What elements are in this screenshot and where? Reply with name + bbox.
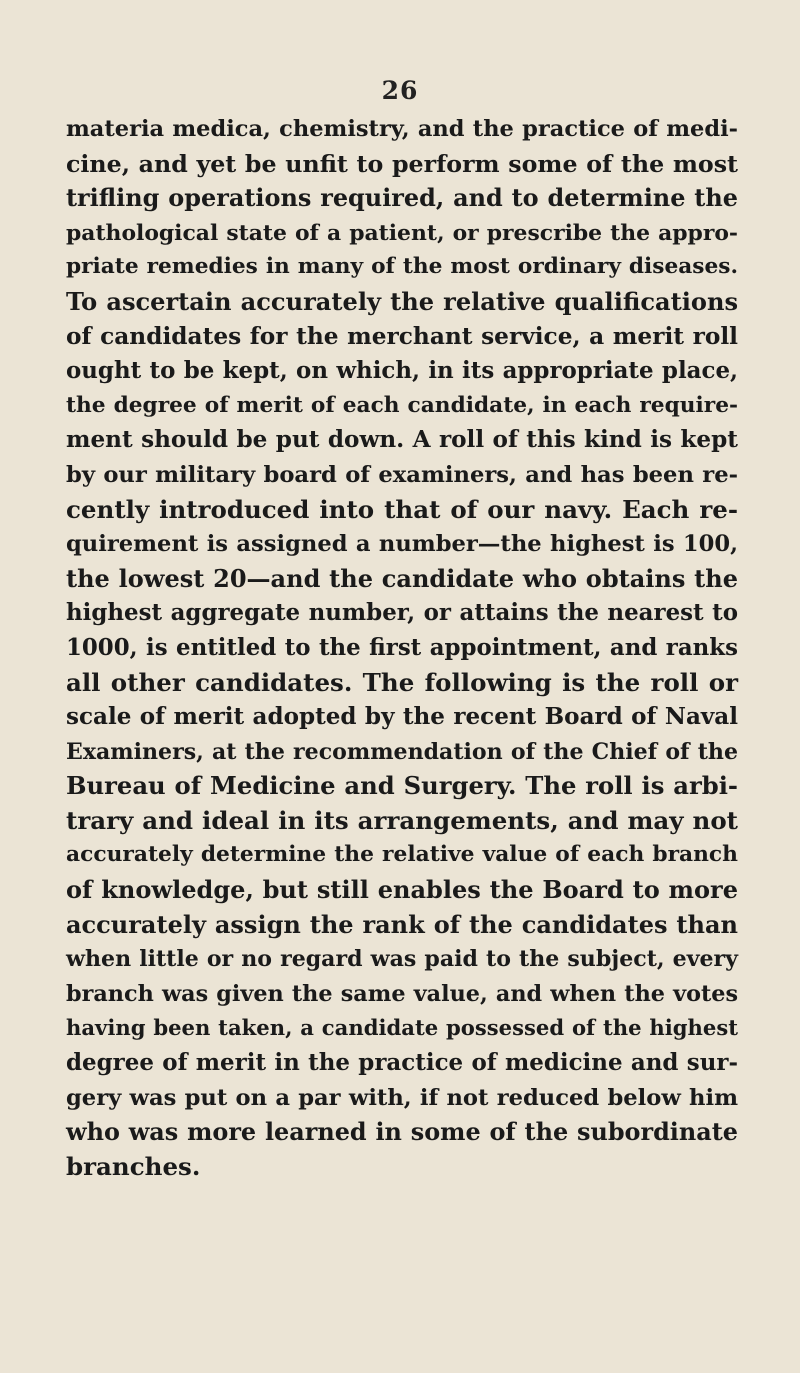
text-line: branch was given the same value, and when the votes — [66, 980, 738, 1007]
text-line: all other candidates. The following is the roll or — [66, 667, 738, 697]
text-line: materia medica, chemistry, and the practice of medi- — [66, 116, 738, 142]
text-line: of candidates for the merchant service, a merit roll — [66, 322, 738, 350]
text-line: having been taken, a candidate possessed of the highest — [66, 1015, 738, 1041]
text-line: branches. — [66, 1151, 201, 1181]
text-line: when little or no regard was paid to the subject, every — [66, 946, 738, 973]
text-line: cently introduced into that of our navy. Each re- — [66, 494, 738, 524]
text-line: quirement is assigned a number—the highest is 100, — [66, 531, 738, 558]
text-line: trary and ideal in its arrangements, and may not — [66, 805, 738, 835]
text-line: accurately determine the relative value of each branch — [66, 842, 738, 868]
text-line: cine, and yet be unfit to perform some of the most — [66, 149, 738, 178]
text-line: by our military board of examiners, and has been re- — [66, 461, 738, 488]
text-line: Examiners, at the recommendation of the Chief of the — [66, 738, 738, 765]
text-line: highest aggregate number, or attains the nearest to — [66, 599, 738, 627]
text-line: gery was put on a par with, if not reduced below him — [66, 1084, 738, 1111]
text-line: scale of merit adopted by the recent Board of Naval — [66, 703, 738, 731]
text-line: the lowest 20—and the candidate who obtains the — [66, 563, 738, 593]
page-number: 26 — [381, 76, 419, 105]
text-line: trifling operations required, and to determine the — [66, 184, 738, 213]
text-line: the degree of merit of each candidate, in each require- — [66, 392, 738, 418]
text-line: To ascertain accurately the relative qualifications — [66, 286, 738, 316]
body-text — [66, 112, 738, 1184]
text-line: accurately assign the rank of the candidates than — [66, 909, 738, 939]
text-line: who was more learned in some of the subordinate — [66, 1118, 738, 1147]
text-line: priate remedies in many of the most ordinary diseases. — [66, 254, 738, 280]
text-line: of knowledge, but still enables the Board to more — [66, 875, 738, 905]
text-line: degree of merit in the practice of medicine and sur- — [66, 1049, 738, 1077]
text-line: ment should be put down. A roll of this kind is kept — [66, 426, 738, 454]
text-line: ought to be kept, on which, in its appropriate place, — [66, 357, 738, 385]
text-line: Bureau of Medicine and Surgery. The roll is arbi- — [66, 771, 738, 801]
text-line: pathological state of a patient, or prescribe the appro- — [66, 219, 738, 246]
text-line: 1000, is entitled to the first appointment, and ranks — [66, 634, 738, 661]
